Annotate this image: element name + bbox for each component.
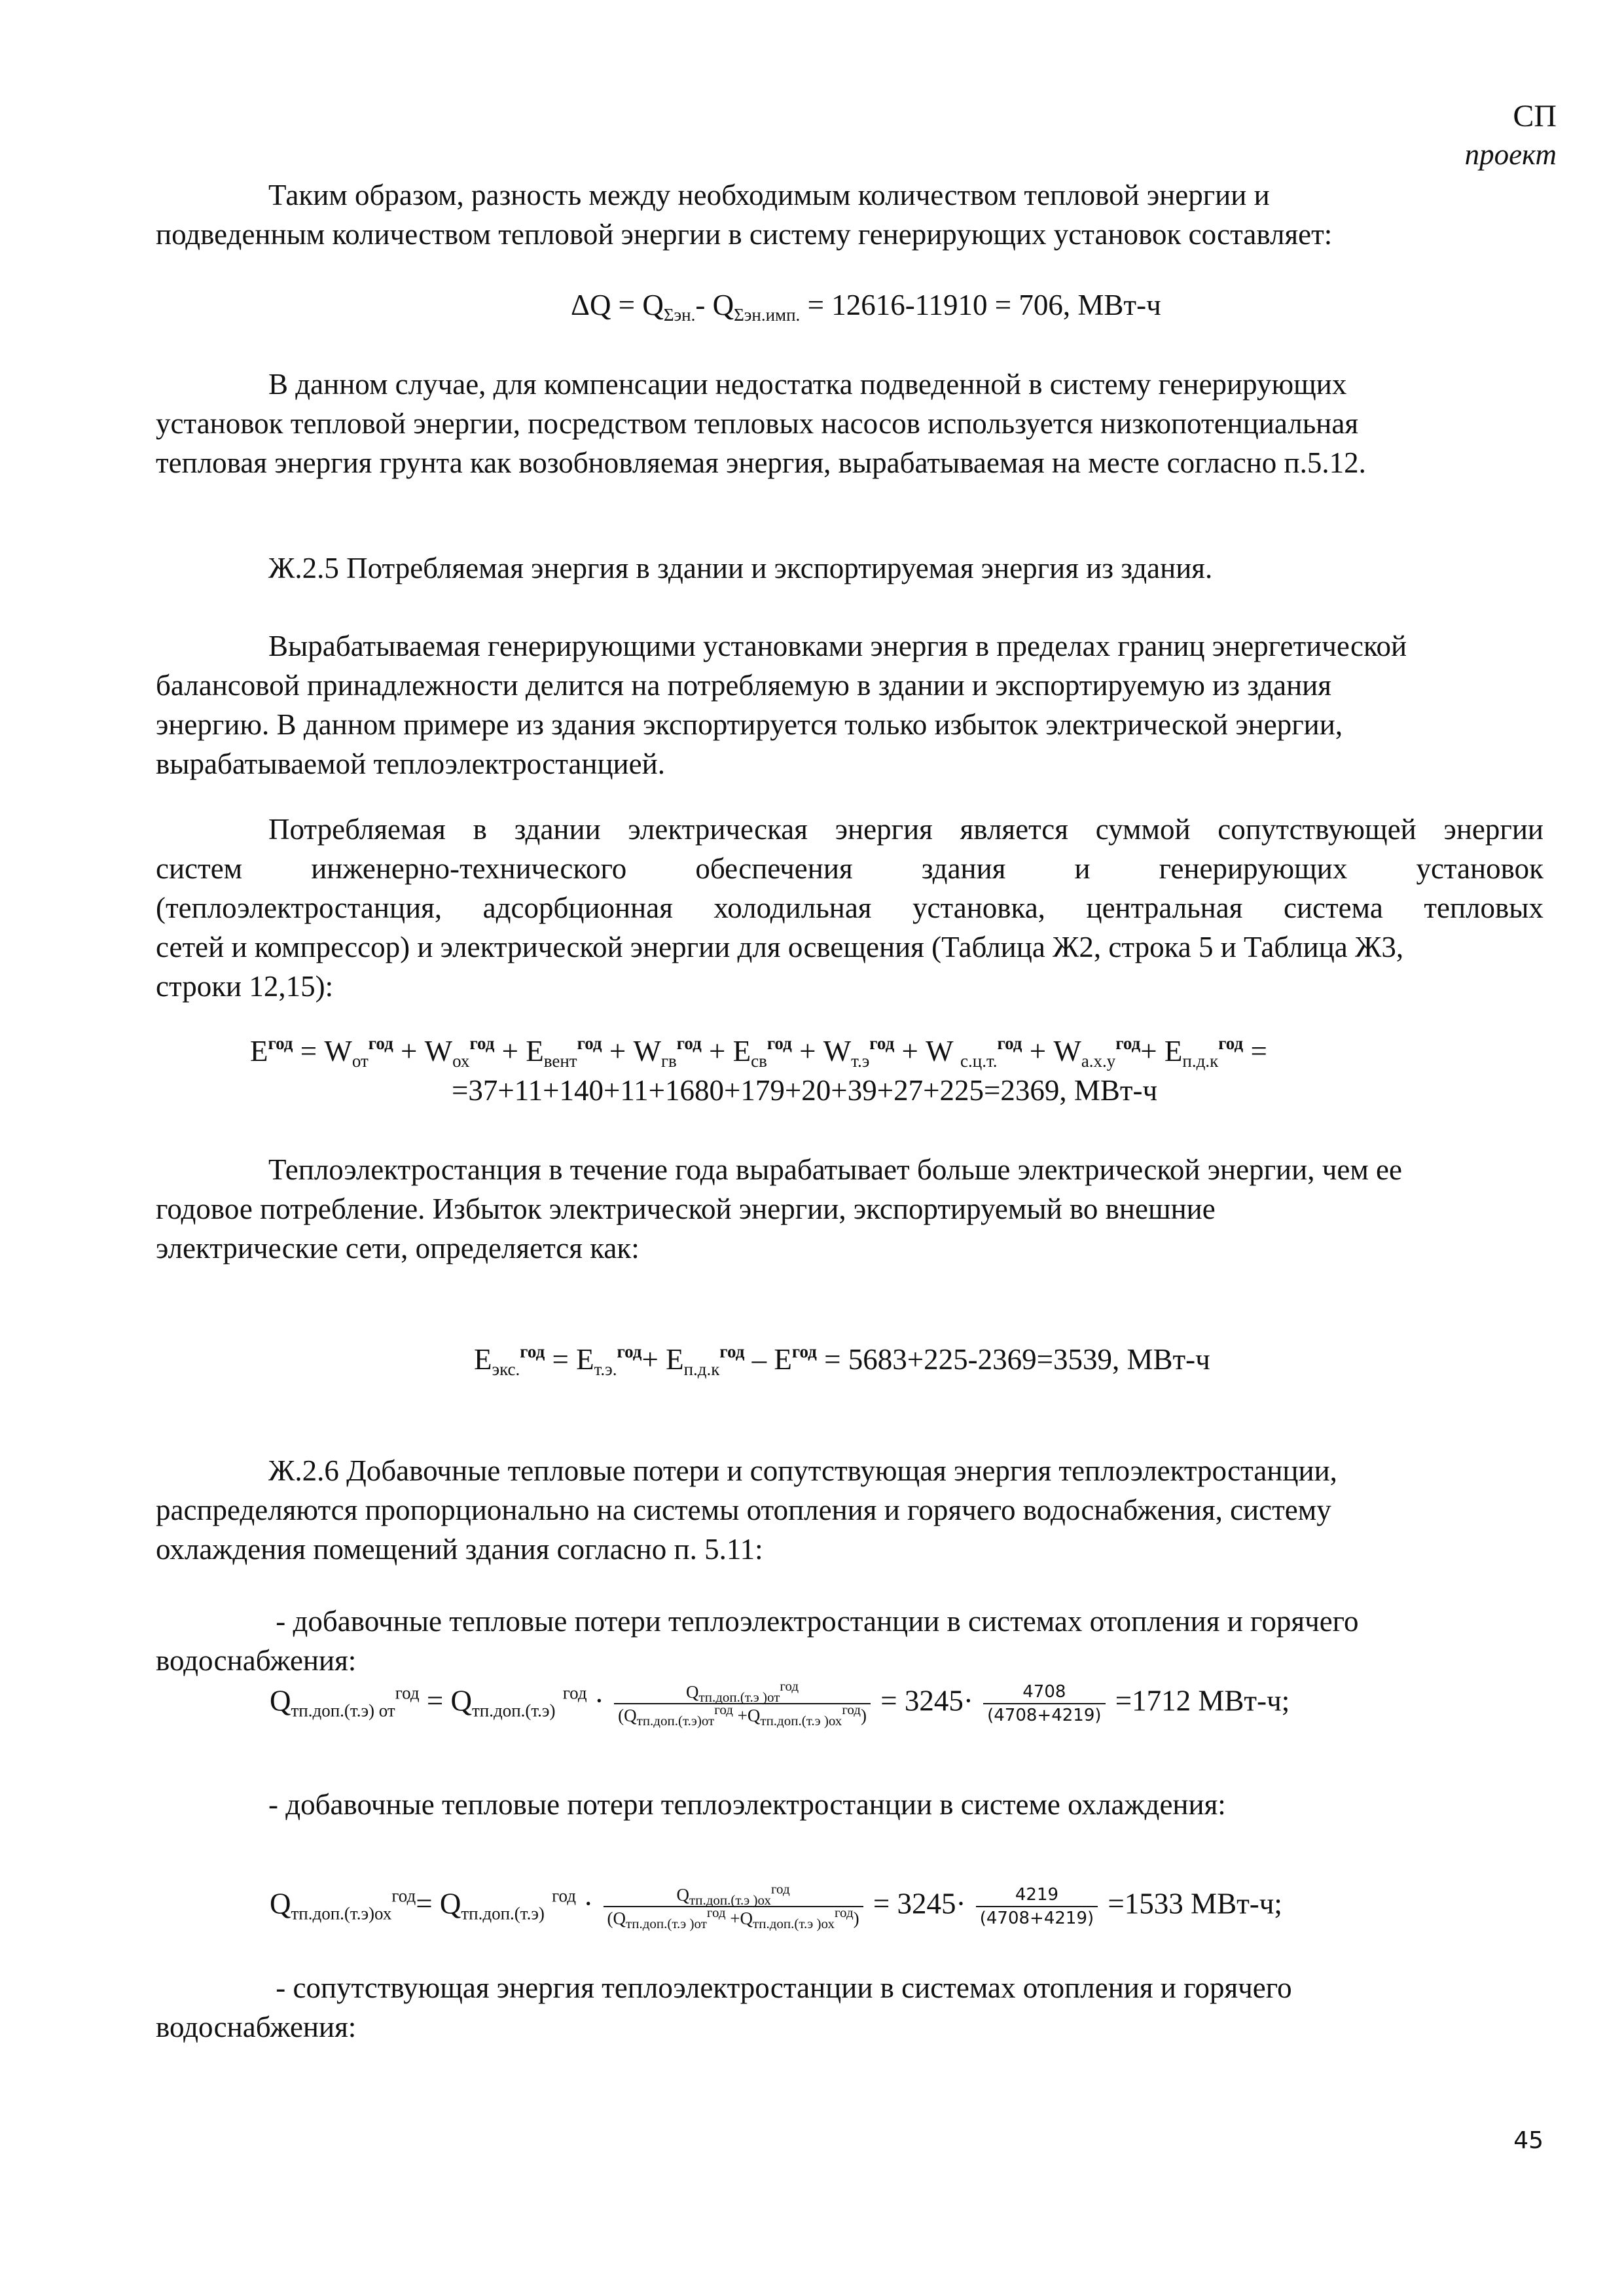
document-code: СП [1513, 99, 1557, 134]
paragraph-difference: Таким образом, разность между необходимым количеством тепловой энергии и подведенным количеством тепловой энергии в систему генерирующих установок составляет: [156, 179, 1333, 251]
section-heading-zh26: Ж.2.6 Добавочные тепловые потери и сопутствующая энергия теплоэлектростанции, распределяются пропорционально на системы отопления и горячего водоснабжения, систему охлаждения помещений здания согласно п. 5.11: [156, 1454, 1337, 1566]
fraction-losses-heating-values: $\frac{4708}{(4708+4219)}$ [983, 1681, 1105, 1727]
document-status: проект [1464, 138, 1557, 171]
formula-annual-consumption: $E^{год} = W_{от}^{год} + W_{ох}^{год} + E_{вент}^{год} + W_{гв}^{год} + E_{св}^{год} + W_{т.э}^{год} + W$ $_{с.ц.т.}^{год} + W_{а.х.у}^{год}+ E_{п.д.к}^{год}$ = [250, 1033, 1267, 1071]
formula-losses-heating: $Q_{тп.доп.(т.э) от}^{год} = Q_{тп.доп.(т.э)}$ $^{год}$ · $\frac{Q_{тп.доп.(т.э )от}^{год}}{(Q_{тп.доп.(т.э)от}^{год} +Q_{тп.доп.(т.э )ох}^{год})}$ = 3245· $\frac{4708}{(4708+4219)}$ =1712 МВт-ч; [270, 1678, 1290, 1729]
fraction-losses-cooling-values: $\frac{4219}{(4708+4219)}$ [976, 1884, 1098, 1929]
section-heading-zh25: Ж.2.5 Потребляемая энергия в здании и экспортируемая энергия из здания. [268, 552, 1213, 584]
formula-delta-q: $\Delta Q = Q_{\Sigma эн.}-$ $Q_{\Sigma эн.имп.} = 12616-11910 = 706$, МВт-ч [571, 289, 1161, 325]
bullet-heat-losses-heating: - добавочные тепловые потери теплоэлектростанции в системах отопления и горячего водоснабжения: [156, 1605, 1359, 1677]
bullet-accompanying-energy: - сопутствующая энергия теплоэлектростанции в системах отопления и горячего водоснабжения: [156, 1971, 1292, 2043]
page-number: 45 [1513, 2127, 1543, 2154]
fraction-losses-cooling: $\frac{Q_{тп.доп.(т.э )ох}^{год}}{(Q_{тп.доп.(т.э )от}^{год} +Q_{тп.доп.(т.э )ох}^{год})}$ [604, 1884, 863, 1929]
paragraph-generated-energy: Вырабатываемая генерирующими установками энергия в пределах границ энергетической балансовой принадлежности делится на потребляемую в здании и экспортируемую из здания энергию. В данном примере из здания экспортируется только избыток электрической энергии, вырабатываемой теплоэлектростанцией. [156, 630, 1407, 780]
formula-export: $E_{экс.}^{год} = E_{т.э.}^{год}+ E_{п.д.к}^{год} - E^{год} = 5683+225-2369=3539$, МВт-ч [474, 1342, 1210, 1379]
formula-annual-consumption-result: =37+11+140+11+1680+179+20+39+27+225=2369, МВт-ч [452, 1074, 1158, 1107]
formula-losses-cooling: $Q_{тп.доп.(т.э)ох}^{год}= Q_{тп.доп.(т.э)}$ $^{год}$ · $\frac{Q_{тп.доп.(т.э )ох}^{год}}{(Q_{тп.доп.(т.э )от}^{год} +Q_{тп.доп.(т.э )ох}^{год})}$ = 3245· $\frac{4219}{(4708+4219)}$ =1533 МВт-ч; [270, 1881, 1282, 1931]
fraction-losses-heating: $\frac{Q_{тп.доп.(т.э )от}^{год}}{(Q_{тп.доп.(т.э)от}^{год} +Q_{тп.доп.(т.э )ох}^{год})}$ [614, 1681, 871, 1727]
paragraph-heat-pumps: В данном случае, для компенсации недостатка подведенной в систему генерирующих установок тепловой энергии, посредством тепловых насосов используется низкопотенциальная тепловая энергия грунта как возобновляемая энергия, вырабатываемая на месте согласно п.5.12. [156, 368, 1366, 479]
paragraph-consumed-energy: Потребляемая в здании электрическая энергия является суммой сопутствующей энергии систем инженерно-технического обеспечения здания и генерирующих установок (теплоэлектростанция, адсорбционная холодильная установка, центральная система тепловых сетей и компрессор) и электрической энергии для освещения (Таблица Ж2, строка 5 и Таблица Ж3, строки 12,15): [156, 813, 1543, 1003]
bullet-heat-losses-cooling: - добавочные тепловые потери теплоэлектростанции в системе охлаждения: [268, 1788, 1226, 1821]
paragraph-export: Теплоэлектростанция в течение года вырабатывает больше электрической энергии, чем ее годовое потребление. Избыток электрической энергии, экспортируемый во внешние электрические сети, определяется как: [156, 1153, 1402, 1265]
